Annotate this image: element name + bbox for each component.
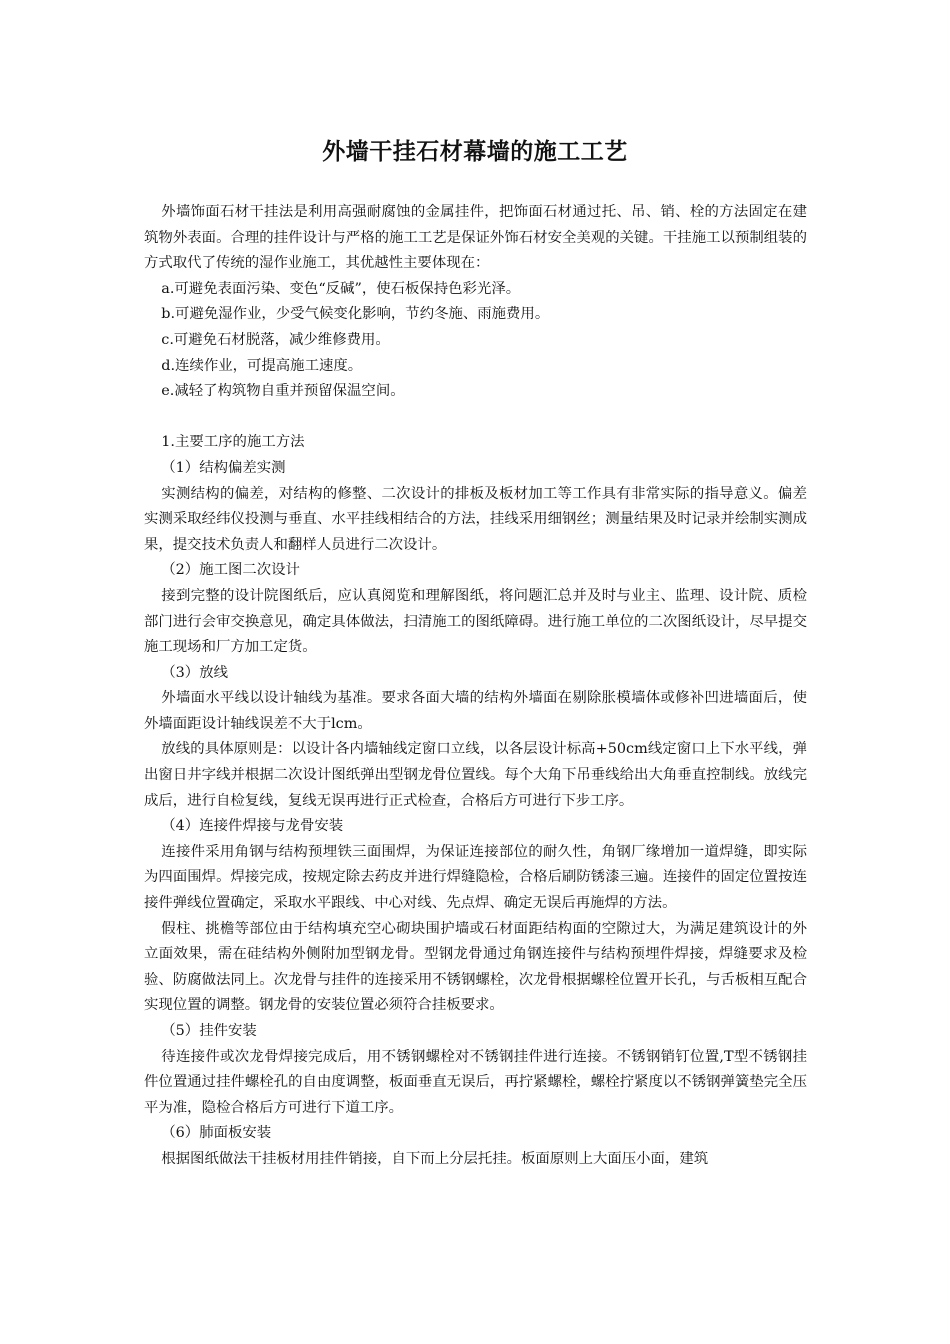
- paragraph-4b: 假柱、挑檐等部位由于结构填充空心砌块围护墙或石材面距结构面的空隙过大，为满足建筑设计的外立面效果，需在硅结构外侧附加型钢龙骨。型钢龙骨通过角钢连接件与结构预埋件焊接，焊缝要求及检验、防腐做法同上。次龙骨与挂件的连接采用不锈钢螺栓，次龙骨根据螺栓位置开长孔，与舌板相互配合实现位置的调整。钢龙骨的安装位置必须符合挂板要求。: [144, 920, 807, 1014]
- paragraph-5: 待连接件或次龙骨焊接完成后，用不锈钢螺栓对不锈钢挂件进行连接。不锈钢销钉位置,T型不锈钢挂件位置通过挂件螺栓孔的自由度调整，板面垂直无误后，再拧紧螺栓，螺栓拧紧度以不锈钢弹簧垫完全压平为准，隐检合格后方可进行下道工序。: [144, 1048, 807, 1116]
- paragraph-6: 根据图纸做法干挂板材用挂件销接，自下而上分层托挂。板面原则上大面压小面，建筑: [161, 1150, 709, 1167]
- subheading-6: （6）肺面板安装: [161, 1125, 272, 1142]
- document-title: 外墙干挂石材幕墙的施工工艺: [322, 138, 628, 165]
- paragraph-intro: 外墙饰面石材干挂法是利用高强耐腐蚀的金属挂件，把饰面石材通过托、吊、销、栓的方法固定在建筑物外表面。合理的挂件设计与严格的施工工艺是保证外饰石材安全美观的关键。干挂施工以预制组装的方式取代了传统的湿作业施工，其优越性主要体现在：: [144, 204, 807, 272]
- list-item-a: a.可避免表面污染、变色“反碱”，使石板保持色彩光泽。: [161, 280, 521, 297]
- subheading-3: （3）放线: [161, 664, 228, 681]
- paragraph-3b: 放线的具体原则是：以设计各内墙轴线定窗口立线，以各层设计标高+50cm线定窗口上下水平线，弹出窗日井字线并根据二次设计图纸弹出型钢龙骨位置线。每个大角下吊垂线给出大角垂直控制线。放线完成后，进行自检复线，复线无误再进行正式检查，合格后方可进行下步工序。: [144, 741, 807, 809]
- subheading-2: （2）施工图二次设计: [161, 562, 300, 579]
- list-item-d: d.连续作业，可提高施工速度。: [161, 357, 363, 374]
- section-heading-1: 1.主要工序的施工方法: [161, 434, 305, 451]
- paragraph-3a: 外墙面水平线以设计轴线为基准。要求各面大墙的结构外墙面在剔除胀模墙体或修补凹进墙面后，使外墙面距设计轴线误差不大于lcm。: [144, 690, 807, 732]
- subheading-1: （1）结构偏差实测: [161, 459, 286, 476]
- subheading-5: （5）挂件安装: [161, 1023, 257, 1039]
- list-item-c: c.可避免石材脱落，减少维修费用。: [161, 331, 390, 348]
- list-item-b: b.可避免湿作业，少受气候变化影响，节约冬施、雨施费用。: [161, 306, 550, 323]
- paragraph-4a: 连接件采用角钢与结构预埋铁三面围焊，为保证连接部位的耐久性，角钢厂缘增加一道焊缝，即实际为四面围焊。焊接完成，按规定除去药皮并进行焊缝隐检，合格后刷防锈漆三遍。连接件的固定位置按连接件弹线位置确定，采取水平跟线、中心对线、先点焊、确定无误后再施焊的方法。: [144, 843, 807, 912]
- blank-line: [144, 405, 807, 431]
- paragraph-2: 接到完整的设计院图纸后，应认真阅览和理解图纸，将问题汇总并及时与业主、监理、设计院、质检部门进行会审交换意见，确定具体做法，扫清施工的图纸障碍。进行施工单位的二次图纸设计，尽早提交施工现场和厂方加工定货。: [144, 587, 807, 656]
- paragraph-1: 实测结构的偏差，对结构的修整、二次设计的排板及板材加工等工作具有非常实际的指导意义。偏差实测采取经纬仪投测与垂直、水平挂线相结合的方法，挂线采用细钢丝；测量结果及时记录并绘制实测成果，提交技术负责人和翻样人员进行二次设计。: [144, 485, 807, 553]
- list-item-e: e.减轻了构筑物自重并预留保温空间。: [161, 383, 405, 400]
- document-body: [144, 200, 807, 1173]
- subheading-4: （4）连接件焊接与龙骨安装: [161, 818, 344, 835]
